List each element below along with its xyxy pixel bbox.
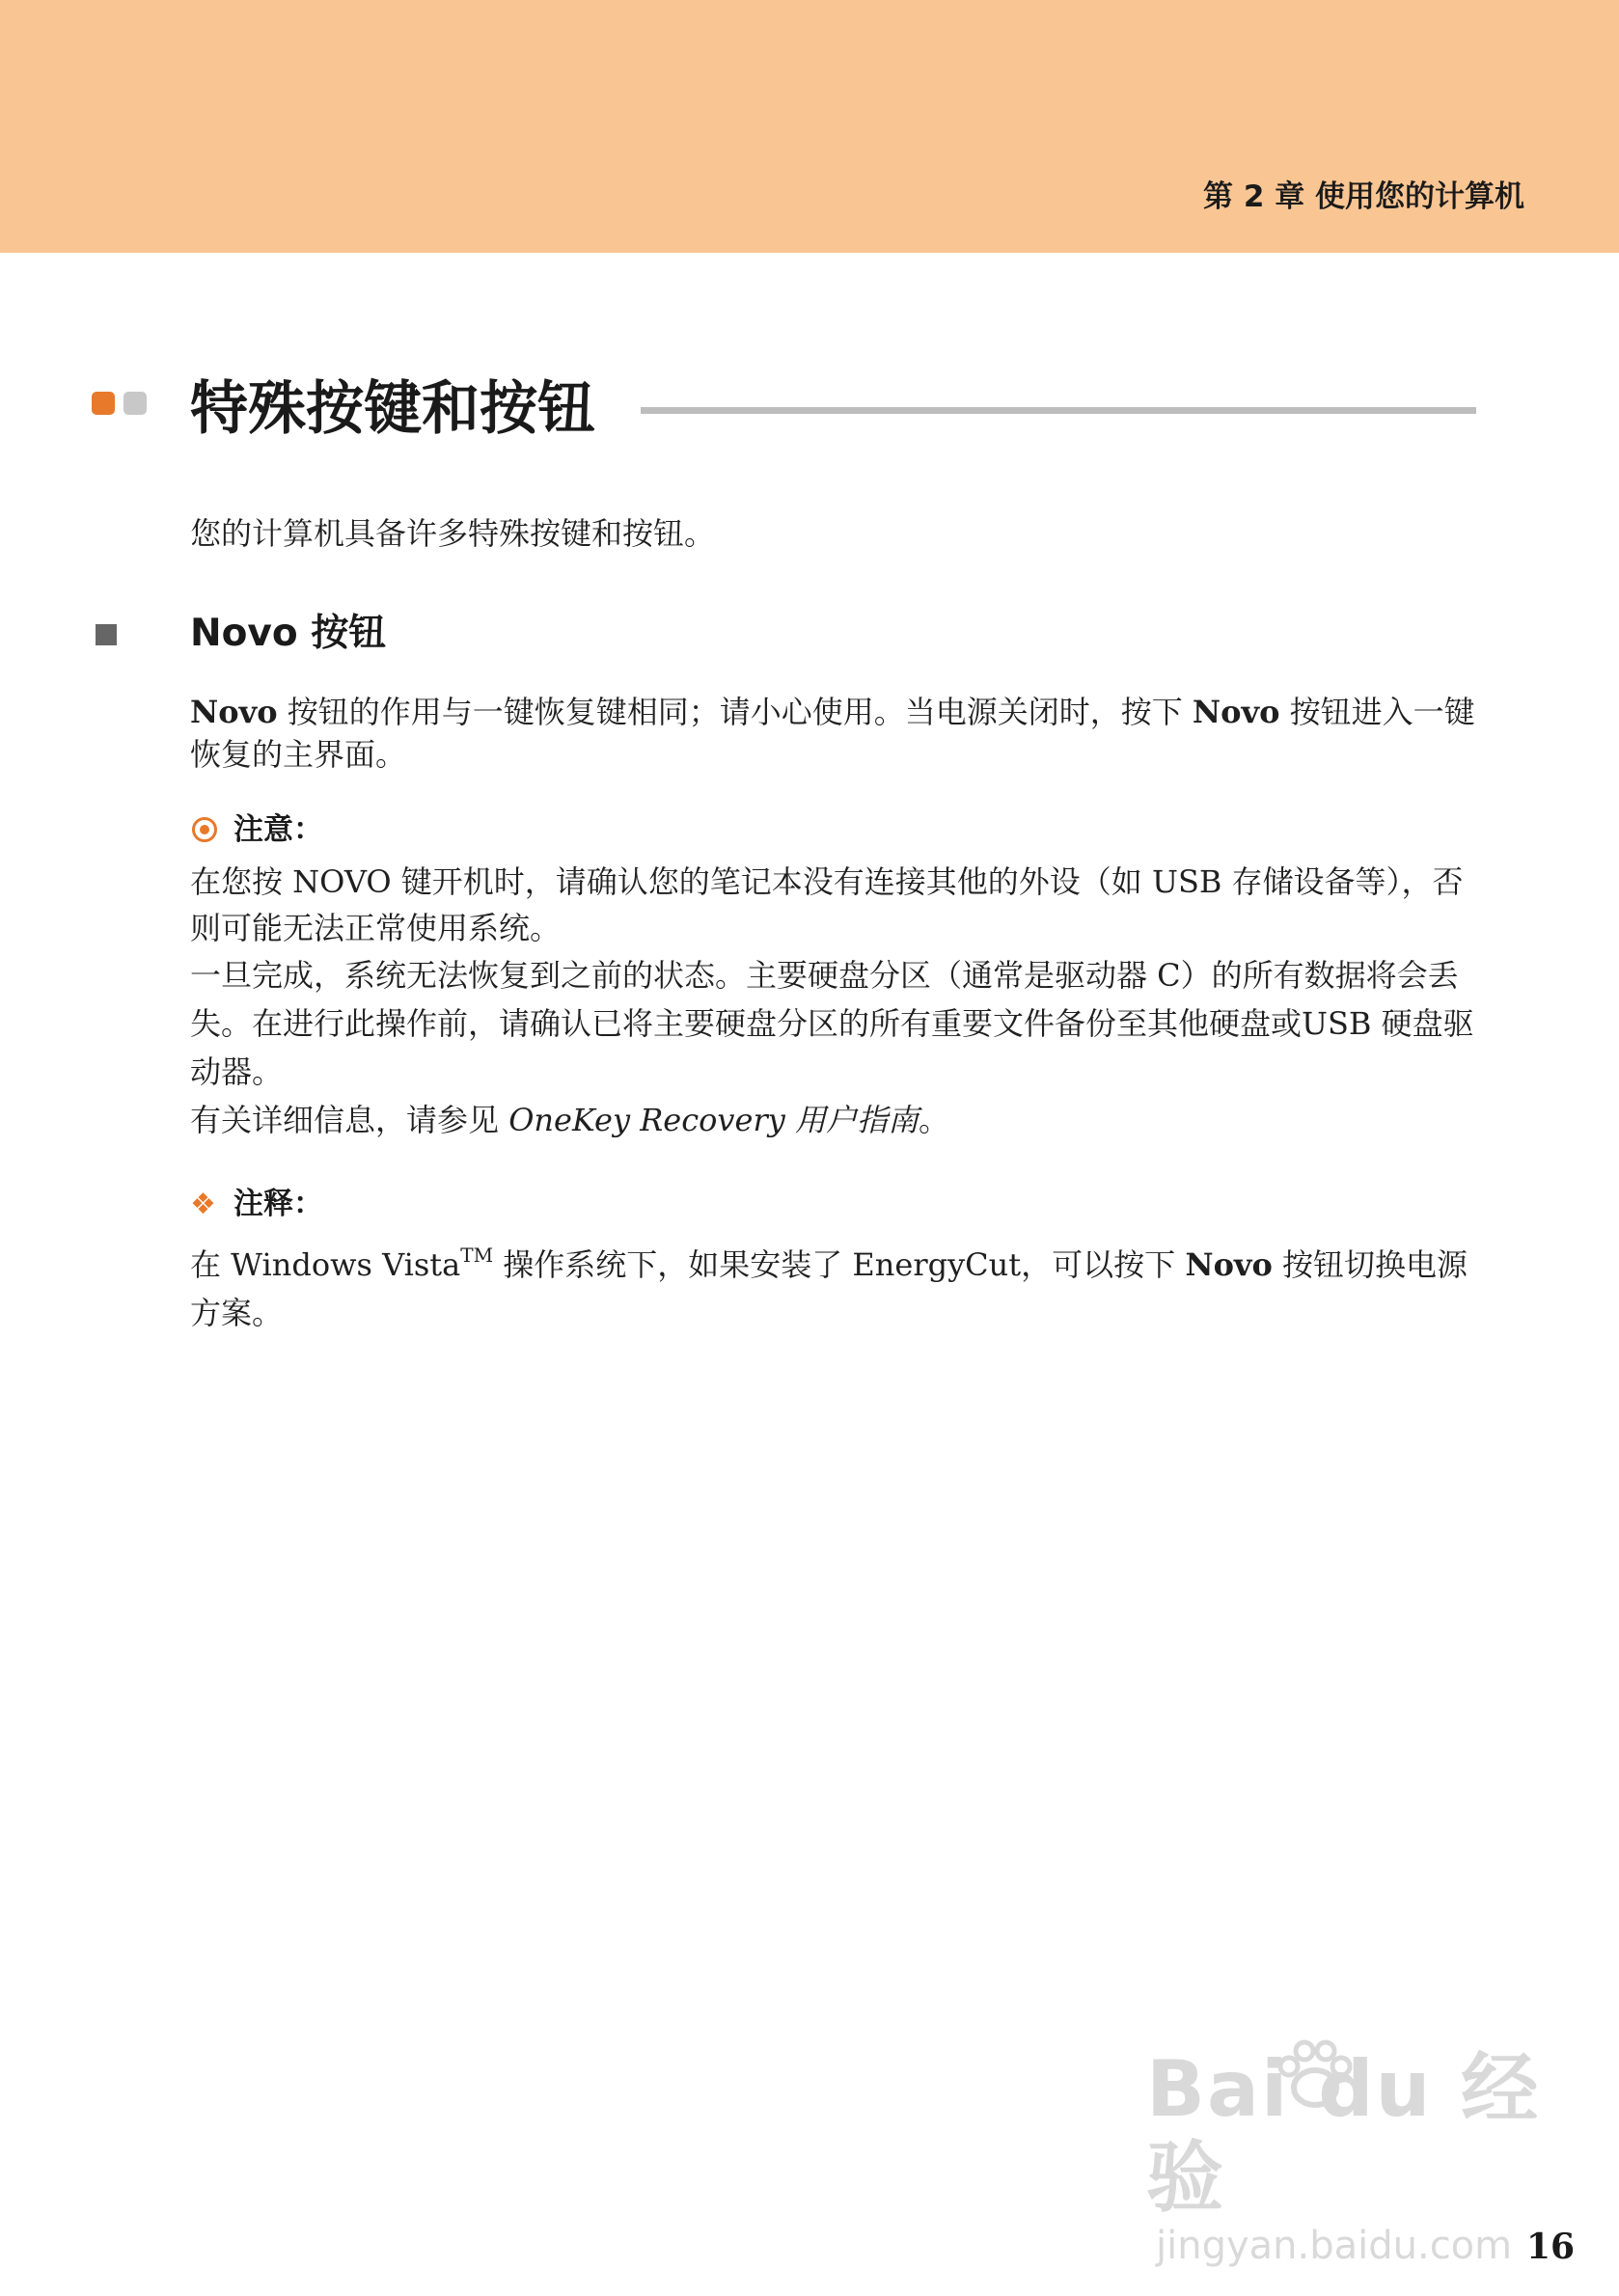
section-marker-gray-icon xyxy=(123,392,147,415)
title-rule xyxy=(641,407,1476,414)
remark-text-1: 在 Windows Vista xyxy=(190,1246,461,1283)
guide-title: OneKey Recovery 用户指南 xyxy=(508,1102,919,1138)
target-icon xyxy=(192,817,217,842)
intro-paragraph: 您的计算机具备许多特殊按键和按钮。 xyxy=(190,515,716,552)
attention-paragraph-3 xyxy=(190,1098,1483,1142)
novo-description xyxy=(190,691,1483,776)
chapter-title: 第 2 章 使用您的计算机 xyxy=(1203,179,1524,214)
reference-text: 有关详细信息，请参见 xyxy=(190,1102,509,1138)
diamond-cluster-icon: ❖ xyxy=(190,1188,216,1221)
novo-term: Novo xyxy=(1192,694,1280,730)
attention-paragraph-2: 一旦完成，系统无法恢复到之前的状态。主要硬盘分区（通常是驱动器 C）的所有数据将会丢失。在进行此操作前，请确认已将主要硬盘分区的所有重要文件备份至其他硬盘或USB 硬盘驱动器。 xyxy=(190,957,1474,1090)
remark-text-2: 操作系统下，如果安装了 EnergyCut，可以按下 xyxy=(493,1246,1186,1283)
watermark-text: Bai du 经验 xyxy=(1146,2044,1541,2223)
paw-icon xyxy=(1272,2037,1358,2115)
novo-text-2: 按钮进入一键恢复的主界面。 xyxy=(190,694,1475,773)
section-title: 特殊按键和按钮 xyxy=(190,375,595,443)
novo-term: Novo xyxy=(1185,1246,1273,1283)
page-number: 16 xyxy=(1526,2227,1576,2267)
square-bullet-icon xyxy=(96,624,117,645)
novo-text-1: 按钮的作用与一键恢复键相同；请小心使用。当电源关闭时，按下 xyxy=(277,694,1193,730)
attention-label: 注意： xyxy=(233,812,323,847)
trademark-sup: TM xyxy=(460,1244,494,1268)
reference-end: 。 xyxy=(919,1102,950,1138)
attention-paragraph-1: 在您按 NOVO 键开机时，请确认您的笔记本没有连接其他的外设（如 USB 存储设备等），否则可能无法正常使用系统。 xyxy=(190,863,1464,946)
remark-paragraph xyxy=(190,1241,1483,1337)
watermark-url: jingyan.baidu.com xyxy=(1156,2224,1513,2268)
novo-subheading: Novo 按钮 xyxy=(190,612,387,655)
remark-text-3: 按钮切换电源方案。 xyxy=(190,1246,1468,1331)
remark-label: 注释： xyxy=(233,1187,323,1221)
section-marker-orange-icon xyxy=(92,392,115,415)
novo-term: Novo xyxy=(190,694,278,730)
